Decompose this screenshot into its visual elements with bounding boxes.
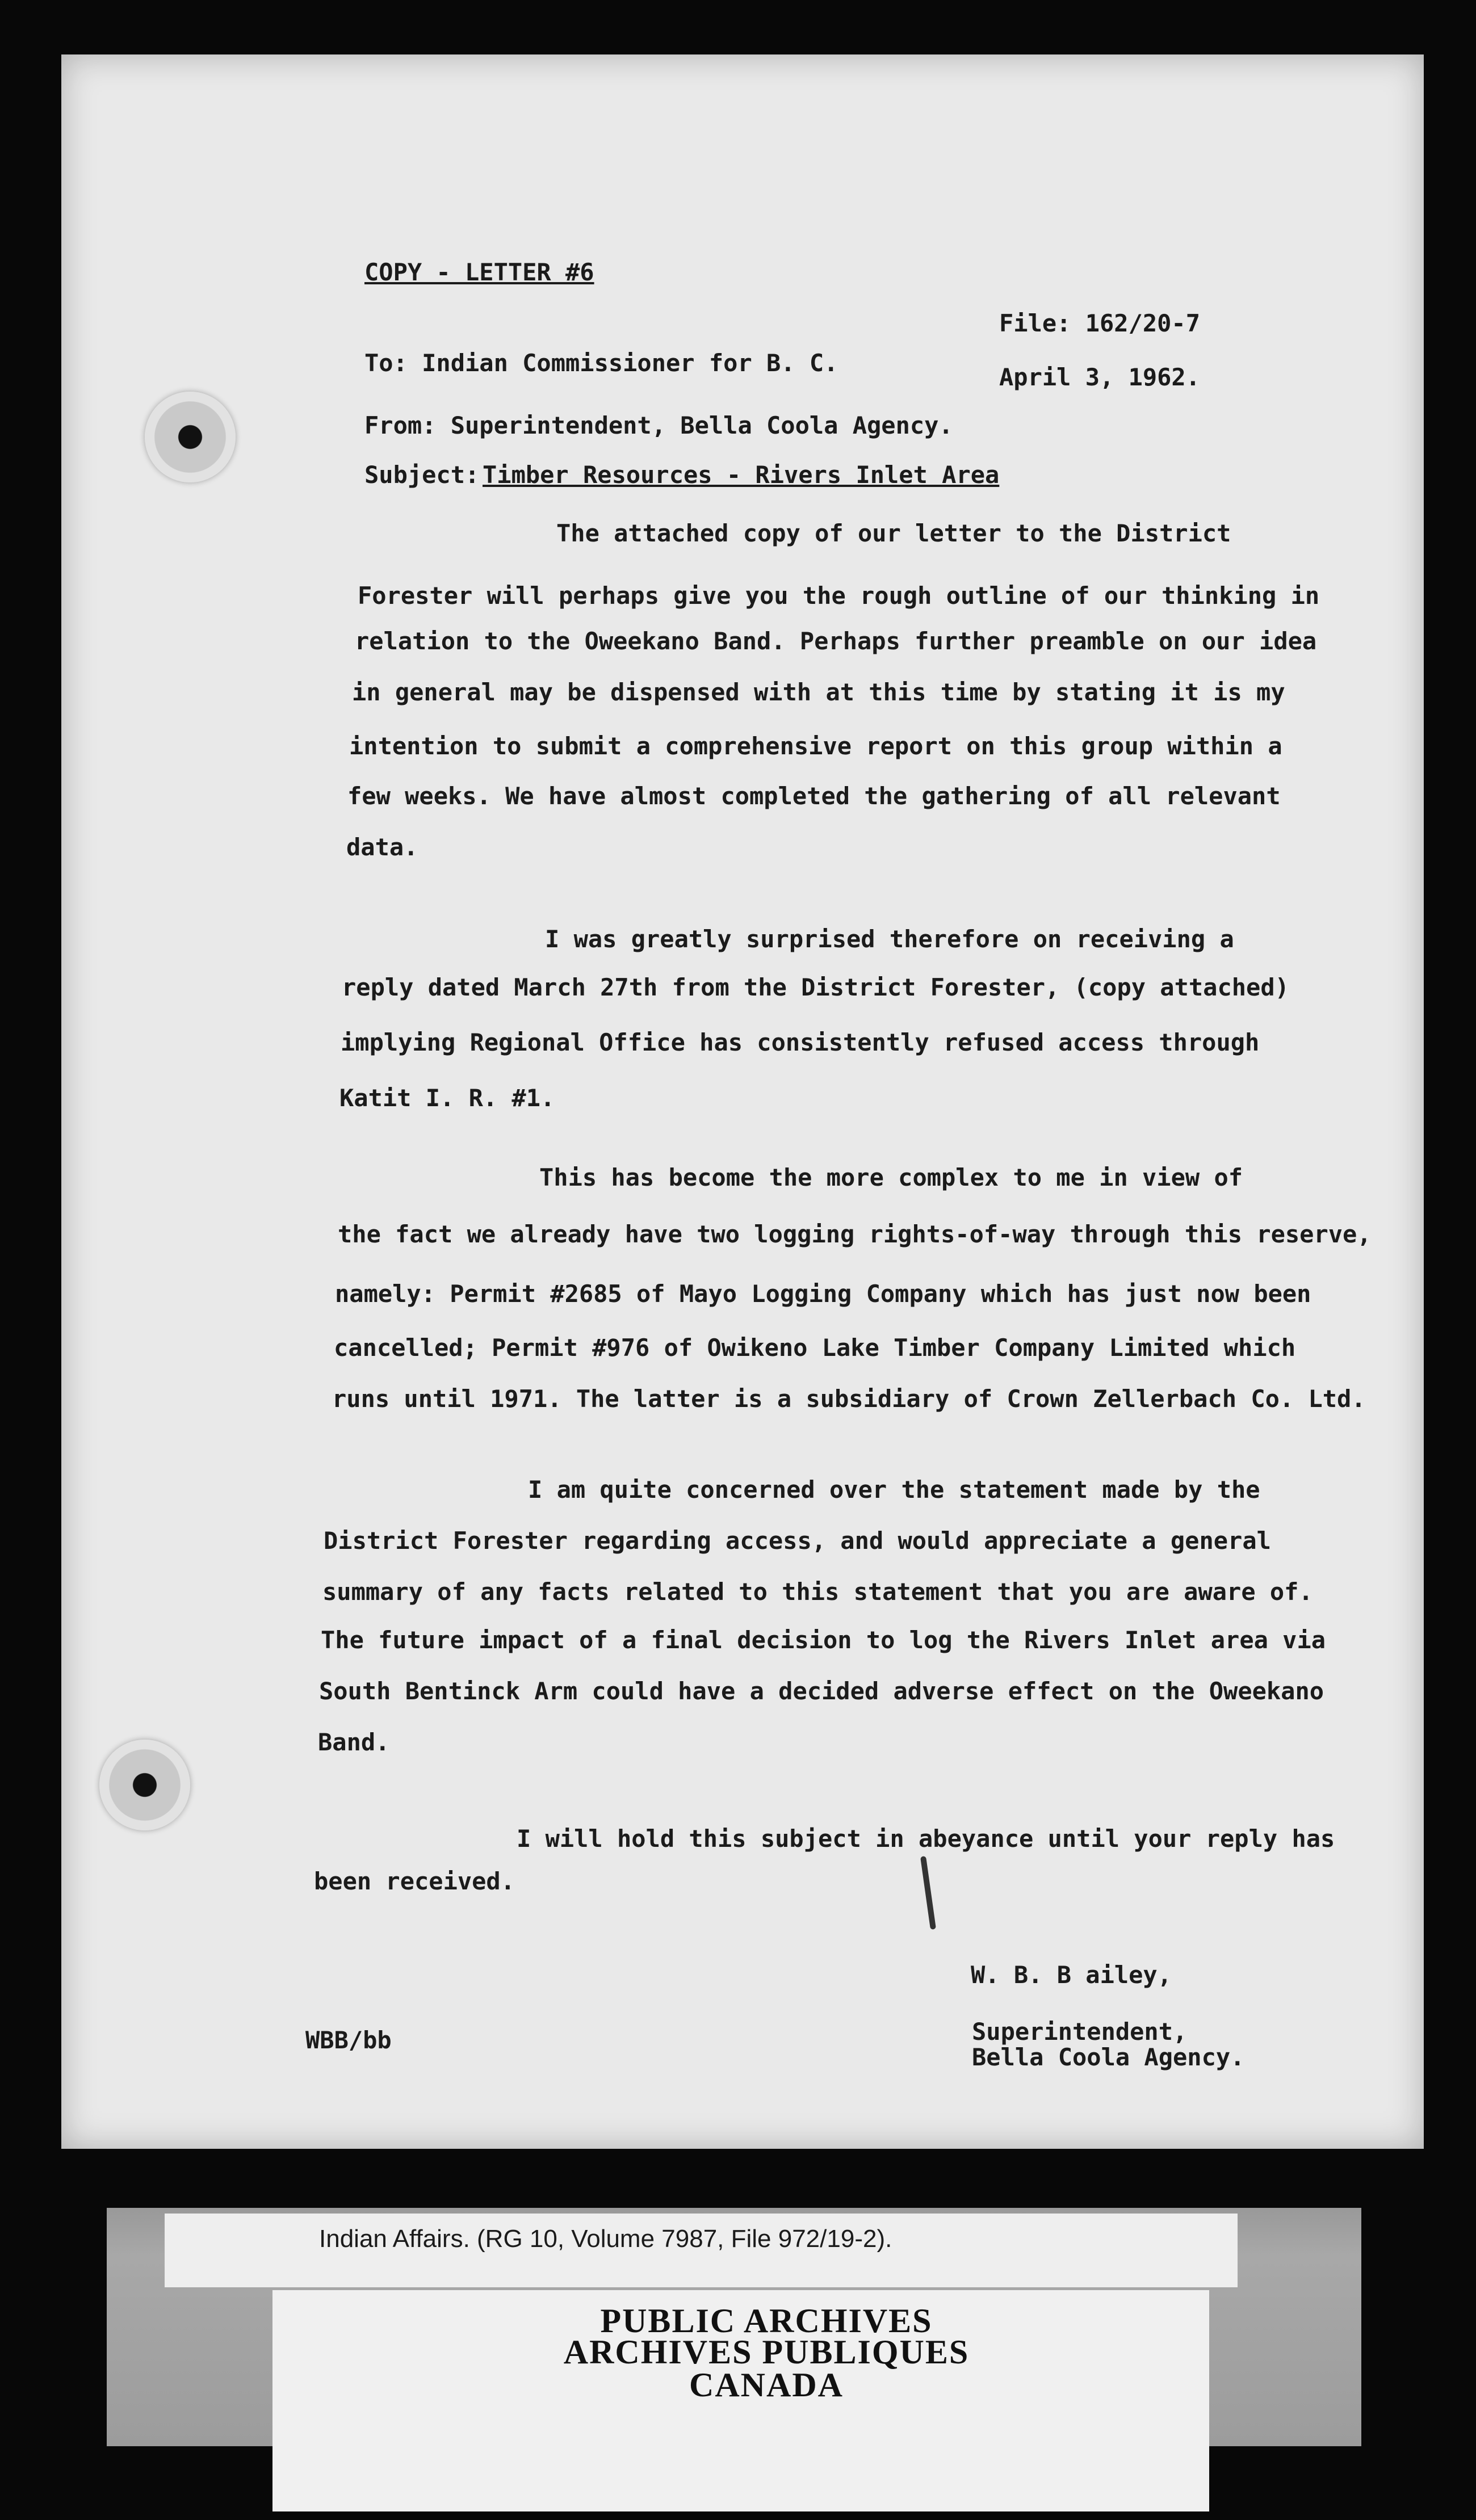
paragraph-4-line-2: District Forester regarding access, and would appreciate a general [324, 1527, 1271, 1555]
punch-hole-top [145, 392, 236, 482]
letter-heading: COPY - LETTER #6 [364, 258, 594, 286]
paragraph-3-line-1: This has become the more complex to me in view of [539, 1164, 1243, 1191]
paragraph-4-line-5: South Bentinck Arm could have a decided adverse effect on the Oweekano [319, 1677, 1324, 1705]
paragraph-3-line-2: the fact we already have two logging rights-of-way through this reserve, [338, 1220, 1372, 1248]
subject-label: Subject: [364, 461, 480, 489]
archive-stamp-line-2: ARCHIVES PUBLIQUES [563, 2333, 970, 2371]
paragraph-2-line-4: Katit I. R. #1. [339, 1084, 555, 1112]
paragraph-1-line-4: in general may be dispensed with at this time by stating it is my [352, 678, 1285, 706]
paragraph-3-line-4: cancelled; Permit #976 of Owikeno Lake Timber Company Limited which [334, 1334, 1296, 1362]
paragraph-1-line-6: few weeks. We have almost completed the gathering of all relevant [347, 782, 1281, 810]
signature-agency: Bella Coola Agency. [972, 2043, 1245, 2071]
sender-line: From: Superintendent, Bella Coola Agency. [364, 411, 953, 439]
paragraph-3-line-5: runs until 1971. The latter is a subsidiary of Crown Zellerbach Co. Ltd. [332, 1385, 1366, 1413]
paragraph-1-line-3: relation to the Oweekano Band. Perhaps further preamble on our idea [355, 627, 1317, 655]
paragraph-4-line-1: I am quite concerned over the statement made by the [528, 1476, 1260, 1503]
file-reference: File: 162/20-7 [999, 309, 1201, 337]
paragraph-1-line-5: intention to submit a comprehensive report on this group within a [349, 732, 1282, 760]
signature-title: Superintendent, [972, 2018, 1188, 2046]
typist-initials: WBB/bb [305, 2026, 392, 2054]
paragraph-4-line-6: Band. [318, 1728, 390, 1756]
paragraph-1-line-1: The attached copy of our letter to the District [556, 519, 1231, 547]
letter-date: April 3, 1962. [999, 363, 1201, 391]
paragraph-4-line-3: summary of any facts related to this statement that you are aware of. [322, 1578, 1313, 1606]
paragraph-5-line-1: I will hold this subject in abeyance until your reply has [517, 1825, 1335, 1853]
recipient-line: To: Indian Commissioner for B. C. [364, 349, 838, 377]
signature-name: W. B. B ailey, [971, 1961, 1172, 1989]
paragraph-1-line-2: Forester will perhaps give you the rough outline of our thinking in [358, 582, 1320, 610]
paragraph-2-line-1: I was greatly surprised therefore on receiving a [545, 925, 1234, 953]
paragraph-4-line-4: The future impact of a final decision to log the Rivers Inlet area via [321, 1626, 1326, 1654]
paragraph-2-line-2: reply dated March 27th from the District Forester, (copy attached) [342, 973, 1289, 1001]
paragraph-3-line-3: namely: Permit #2685 of Mayo Logging Company which has just now been [335, 1280, 1311, 1308]
archive-stamp-line-1: PUBLIC ARCHIVES [600, 2302, 933, 2340]
punch-hole-bottom [99, 1740, 190, 1830]
paragraph-5-line-2: been received. [314, 1867, 515, 1895]
archive-stamp-line-3: CANADA [689, 2366, 844, 2404]
paragraph-2-line-3: implying Regional Office has consistently refused access through [341, 1028, 1260, 1056]
archive-reference: Indian Affairs. (RG 10, Volume 7987, File 972/19-2). [319, 2225, 892, 2253]
paragraph-1-line-7: data. [346, 833, 418, 861]
subject-text: Timber Resources - Rivers Inlet Area [483, 461, 1000, 489]
